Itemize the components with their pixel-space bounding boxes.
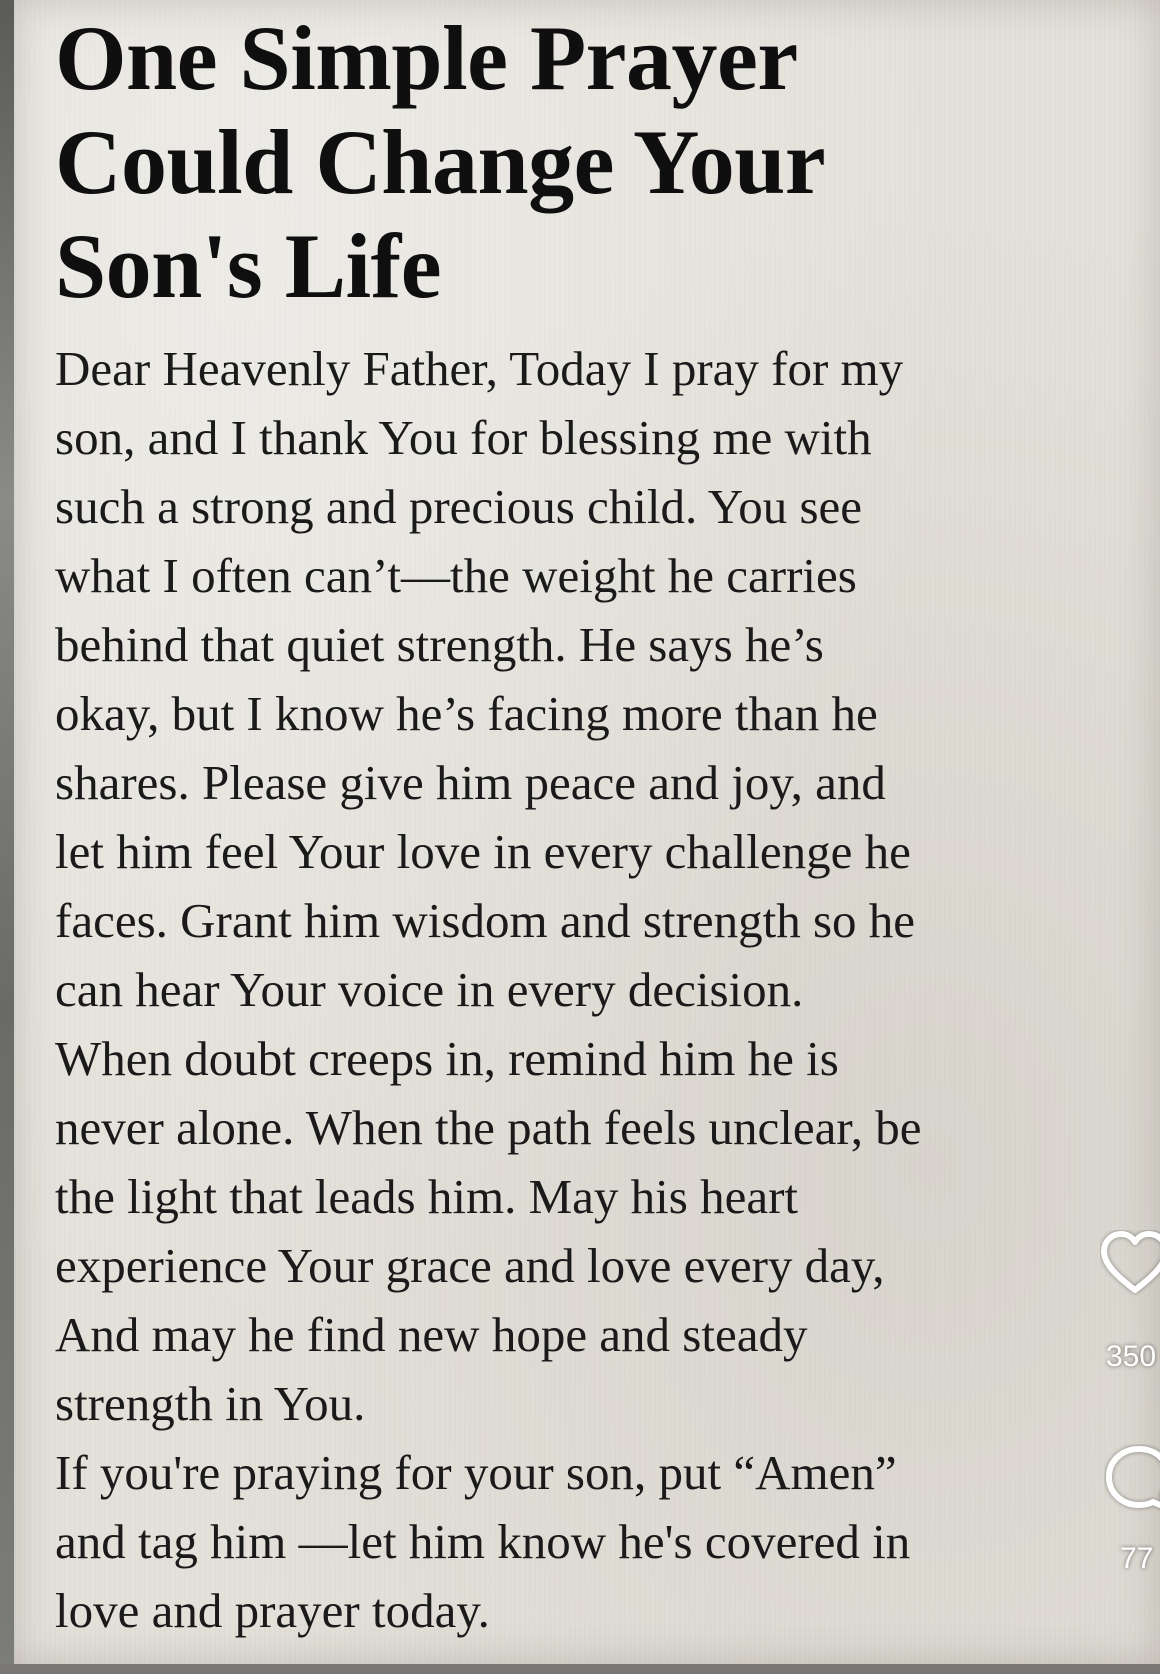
call-to-action-line: If you're praying for your son, put “Amen” <box>55 1445 897 1500</box>
prayer-text <box>55 334 1135 1645</box>
prayer-line: such a strong and precious child. You see <box>55 479 863 534</box>
prayer-line: And may he find new hope and steady <box>55 1307 808 1362</box>
prayer-line: Dear Heavenly Father, Today I pray for my <box>55 341 904 396</box>
post-title <box>55 6 1055 318</box>
prayer-line: let him feel Your love in every challenge he <box>55 824 911 879</box>
call-to-action-line: love and prayer today. <box>55 1583 490 1638</box>
post-image <box>14 0 1160 1664</box>
comment-icon[interactable] <box>1104 1444 1160 1514</box>
title-line: Could Change Your <box>55 111 826 213</box>
prayer-line: the light that leads him. May his heart <box>55 1169 799 1224</box>
call-to-action-line: and tag him —let him know he's covered in <box>55 1514 911 1569</box>
prayer-line: faces. Grant him wisdom and strength so he <box>55 893 916 948</box>
prayer-line: okay, but I know he’s facing more than he <box>55 686 878 741</box>
like-count: 350 <box>1106 1340 1157 1373</box>
prayer-line: son, and I thank You for blessing me with <box>55 410 872 465</box>
heart-icon[interactable] <box>1100 1230 1160 1300</box>
title-line: Son's Life <box>55 215 442 317</box>
prayer-line: experience Your grace and love every day, <box>55 1238 885 1293</box>
title-line: One Simple Prayer <box>55 7 798 109</box>
action-bar <box>1092 1230 1160 1590</box>
prayer-line: strength in You. <box>55 1376 366 1431</box>
prayer-line: When doubt creeps in, remind him he is <box>55 1031 839 1086</box>
image-left-border <box>0 0 14 1674</box>
prayer-line: behind that quiet strength. He says he’s <box>55 617 824 672</box>
image-bottom-border <box>0 1664 1160 1674</box>
prayer-line: can hear Your voice in every decision. <box>55 962 804 1017</box>
prayer-line: shares. Please give him peace and joy, and <box>55 755 886 810</box>
prayer-line: never alone. When the path feels unclear, be <box>55 1100 922 1155</box>
prayer-line: what I often can’t—the weight he carries <box>55 548 857 603</box>
comment-count: 77 <box>1120 1542 1154 1575</box>
